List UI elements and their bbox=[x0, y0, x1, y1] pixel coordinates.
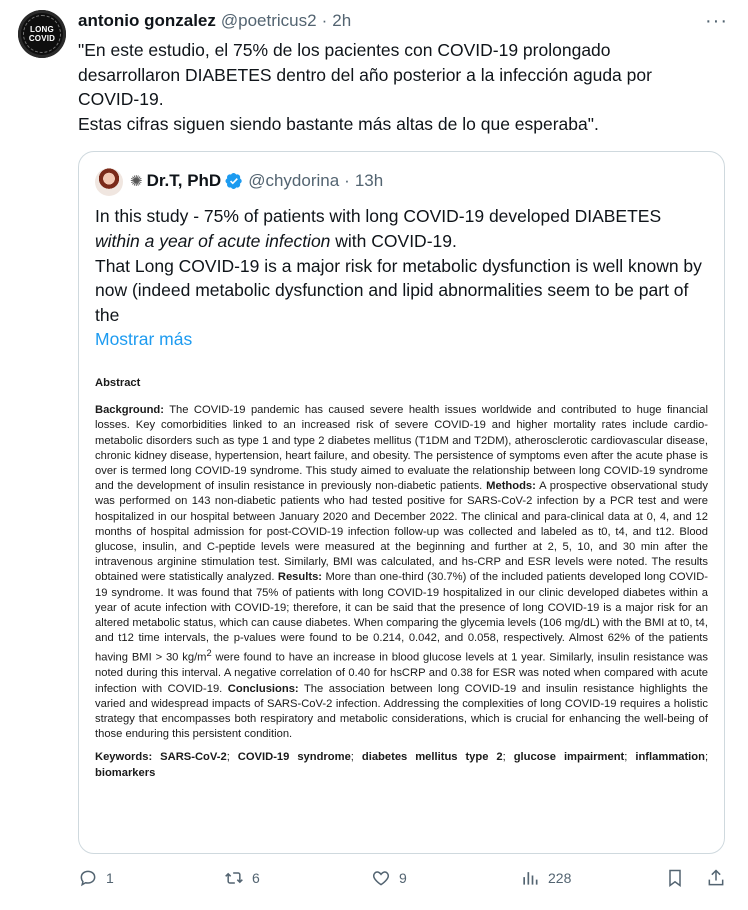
more-icon[interactable]: ··· bbox=[705, 10, 728, 32]
abstract-body bbox=[95, 403, 708, 742]
share-button[interactable] bbox=[706, 868, 734, 888]
tweet-line: Estas cifras siguen siendo bastante más altas de lo que esperaba". bbox=[78, 113, 599, 134]
quote-italic-text: within a year of acute infection bbox=[95, 230, 331, 251]
keyword: SARS-CoV-2 bbox=[160, 751, 227, 764]
like-button[interactable] bbox=[371, 868, 407, 888]
quote-author-name[interactable]: Dr.T, PhD bbox=[146, 171, 222, 190]
separator-dot: · bbox=[344, 171, 350, 190]
quoted-tweet[interactable] bbox=[78, 151, 725, 854]
quote-line: In this study - 75% of patients with long COVID-19 developed DIABETES bbox=[95, 206, 662, 226]
author-name[interactable]: antonio gonzalez bbox=[78, 11, 216, 30]
keyword: biomarkers bbox=[95, 766, 156, 779]
quote-avatar[interactable] bbox=[95, 168, 123, 196]
keywords-line: Keywords: SARS-CoV-2; COVID-19 syndrome; diabetes mellitus type 2; glucose impairment; inflammation; biomarkers bbox=[95, 751, 709, 779]
results-label: Results: bbox=[277, 571, 323, 584]
bookmark-button[interactable] bbox=[665, 868, 693, 888]
methods-label: Methods: bbox=[486, 480, 536, 493]
tweet-line: COVID-19. bbox=[78, 89, 164, 110]
repost-button[interactable] bbox=[224, 868, 260, 888]
quote-line bbox=[95, 229, 710, 254]
keywords-label: Keywords: bbox=[95, 751, 153, 764]
tweet-line: desarrollaron DIABETES dentro del año posterior a la infección aguda por bbox=[78, 64, 652, 85]
bookmark-icon bbox=[665, 868, 685, 888]
repost-icon bbox=[224, 868, 244, 888]
like-icon bbox=[371, 868, 391, 888]
abstract-image[interactable] bbox=[95, 376, 708, 789]
views-count: 228 bbox=[548, 870, 572, 886]
tweet-text bbox=[78, 38, 738, 136]
keyword: glucose impairment bbox=[513, 751, 625, 764]
tweet-line: "En este estudio, el 75% de los pacientes con COVID-19 prolongado bbox=[78, 40, 611, 60]
keyword: inflammation bbox=[635, 751, 705, 764]
repost-count: 6 bbox=[252, 870, 260, 886]
keyword: COVID-19 syndrome bbox=[237, 751, 351, 764]
quote-text-rest: with COVID-19. bbox=[330, 230, 457, 251]
quote-paragraph: That Long COVID-19 is a major risk for metabolic dysfunction is well known by now (indeed metabolic dysfunction and lipid abnormalities seem to be part of the bbox=[95, 255, 702, 326]
quote-header bbox=[130, 171, 383, 191]
verified-badge-icon bbox=[225, 172, 243, 190]
reply-count: 1 bbox=[106, 870, 114, 886]
tweet-header bbox=[78, 11, 668, 31]
spider-web-icon: ✺ bbox=[130, 173, 143, 190]
quote-time[interactable]: 13h bbox=[354, 171, 384, 190]
results-text: were found to have an increase in blood glucose levels at 1 year. Similarly, insulin resistance was noted during this interval. A negative correlation of 0.40 for hsCRP and 0.38 for ESR was noted when compared with acute infection with COVID-19. bbox=[95, 652, 708, 695]
show-more-link[interactable]: Mostrar más bbox=[95, 329, 193, 349]
share-icon bbox=[706, 868, 726, 888]
keyword: diabetes mellitus type 2 bbox=[361, 751, 503, 764]
views-icon bbox=[520, 868, 540, 888]
like-count: 9 bbox=[399, 870, 407, 886]
methods-text: A prospective observational study was performed on 143 non-diabetic patients who had tested positive for SARS-CoV-2 infection by a PCR test and were hospitalized in our hospital between January 2020 and December 2022. The clinical and para-clinical data at 0, 4, and 12 months of hospital admission for post-COVID-19 infection follow-up was collected and labeled as t0, t4, and t12. Blood glucose, insulin, and C-peptide levels were measured at the beginning and further at 2, 5, 10, and 30 min after the intravenous arginine stimulation test. Similarly, BMI was calculated, and hs-CRP and ESR levels were noted. The results obtained were statistically analyzed. bbox=[95, 480, 709, 584]
superscript: 2 bbox=[206, 648, 212, 659]
conclusions-text: The association between long COVID-19 and insulin resistance highlights the varied and widespread impacts of SARS-CoV-2 infection. Addressing the complexities of long COVID-19 requires a holistic strategy that encompasses both respiratory and metabolic considerations, which is crucial for enhancing the well-being of those enduring this persistent condition. bbox=[95, 682, 708, 741]
background-text: The COVID-19 pandemic has caused severe health issues worldwide and contributed to huge financial losses. Key comorbidities linked to an increased risk of severe COVID-19 and higher mortality rates include cardio-metabolic disorders such as type 1 and type 2 diabetes mellitus (T1DM and T2DM), atherosclerotic cardiovascular disease, chronic kidney disease, hypertension, heart failure, and obesity. The persistence of symptoms even after the acute phase is over is termed long COVID-19 syndrome. This study aimed to evaluate the relationship between long COVID-19 syndrome and the development of insulin resistance in previously non-diabetic patients. bbox=[95, 404, 708, 493]
author-avatar[interactable] bbox=[18, 10, 66, 58]
avatar-text-line2: COVID bbox=[28, 34, 56, 43]
action-bar bbox=[78, 868, 733, 896]
views-button[interactable] bbox=[520, 868, 571, 888]
separator-dot: · bbox=[321, 11, 328, 30]
reply-icon bbox=[78, 868, 98, 888]
avatar-text-line1: LONG bbox=[30, 25, 54, 34]
tweet-time[interactable]: 2h bbox=[332, 11, 352, 30]
abstract-heading: Abstract bbox=[95, 377, 141, 389]
reply-button[interactable] bbox=[78, 868, 114, 888]
quote-author-handle[interactable]: @chydorina bbox=[248, 171, 340, 190]
conclusions-label: Conclusions: bbox=[227, 682, 299, 695]
results-text: More than one-third (30.7%) of the included patients developed long COVID-19 syndrome. It was found that 75% of patients with long COVID-19 hospitalized in our clinic developed diabetes within a year of acute infection with COVID-19; therefore, it can be said that the presence of long COVID-19 is a major risk for an altered metabolic status, which can cause diabetes. When comparing the glycemia levels (106 mg/dL) with the BMI at t0, t4, and t12 time intervals, the p-values were found to be 0.214, 0.042, and 0.058, respectively. Almost 62% of the patients having BMI > 30 kg/m bbox=[95, 571, 708, 665]
quote-text bbox=[95, 204, 710, 328]
background-label: Background: bbox=[95, 404, 164, 417]
author-handle[interactable]: @poetricus2 bbox=[220, 11, 317, 30]
